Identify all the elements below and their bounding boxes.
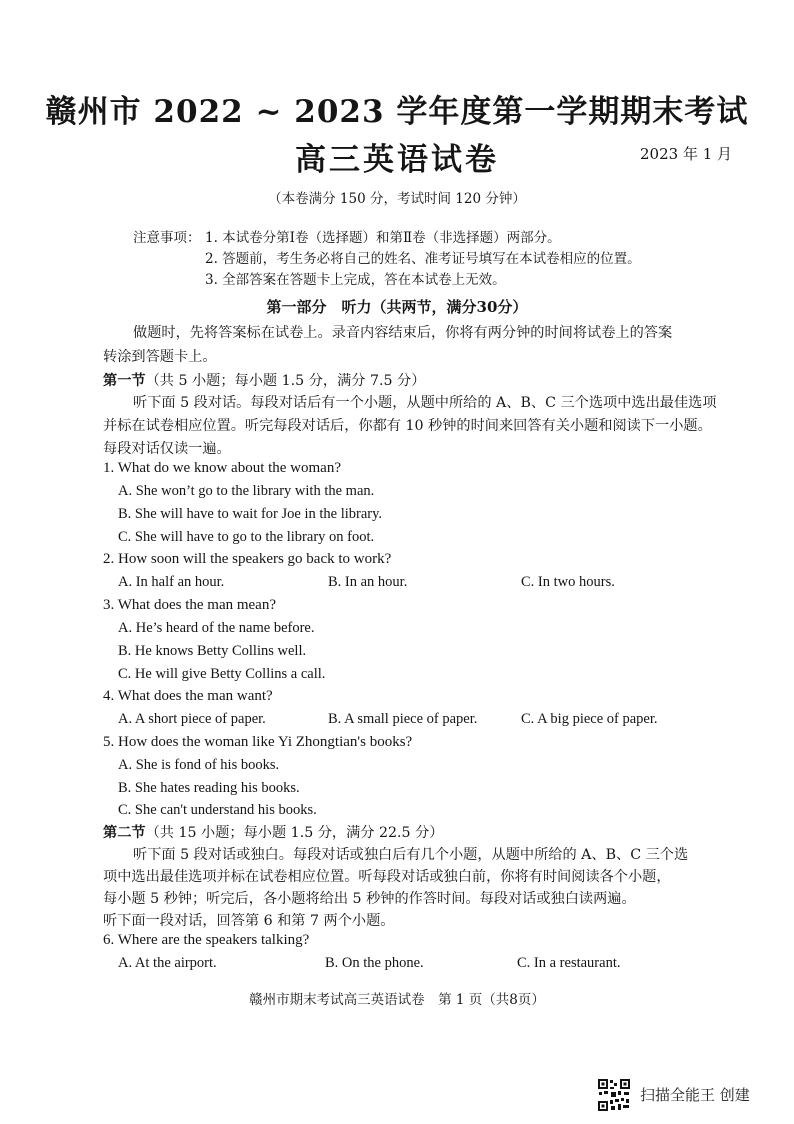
section2-instr-4: 听下面一段对话，回答第 6 和第 7 两个小题。 (103, 913, 395, 929)
section1-title: 第一节 (103, 373, 146, 389)
question-3-option-a: A. He’s heard of the name before. (118, 620, 315, 636)
section2-title: 第二节 (103, 825, 146, 841)
part1-intro-1: 做题时，先将答案标在试卷上。录音内容结束后，你将有两分钟的时间将试卷上的答案 (133, 325, 673, 341)
question-5-stem: 5. How does the woman like Yi Zhongtian's books? (103, 734, 413, 750)
notice-item-3: 3. 全部答案在答题卡上完成，答在本试卷上无效。 (205, 272, 506, 288)
question-6-option-c: C. In a restaurant. (517, 955, 621, 971)
section1-instr-1: 听下面 5 段对话。每段对话后有一个小题，从题中所给的 A、B、C 三个选项中选出最佳选项 (133, 395, 717, 411)
section2-instr-2: 项中选出最佳选项并标在试卷相应位置。听每段对话或独白前，你将有时间阅读各个小题， (103, 869, 671, 885)
question-1-stem: 1. What do we know about the woman? (103, 460, 342, 476)
scanner-watermark: 扫描全能王 创建 (640, 1086, 750, 1104)
section2-instr-3: 每小题 5 秒钟；听完后，各小题将给出 5 秒钟的作答时间。每段对话或独白读两遍。 (103, 891, 636, 907)
question-1-option-a: A. She won’t go to the library with the man. (118, 483, 375, 499)
question-2-option-c: C. In two hours. (521, 574, 615, 590)
score-note: （本卷满分 150 分，考试时间 120 分钟） (268, 191, 526, 207)
question-5-option-b: B. She hates reading his books. (118, 780, 300, 796)
question-3-option-b: B. He knows Betty Collins well. (118, 643, 307, 659)
exam-date: 2023 年 1 月 (640, 145, 733, 163)
notice-item-2: 2. 答题前，考生务必将自己的姓名、准考证号填写在本试卷相应的位置。 (205, 251, 641, 267)
part1-intro-2: 转涂到答题卡上。 (103, 349, 217, 365)
exam-subtitle: 高三英语试卷 (295, 142, 499, 178)
question-2-option-b: B. In an hour. (328, 574, 408, 590)
part1-heading: 第一部分 听力（共两节，满分30分） (266, 298, 528, 316)
question-4-option-c: C. A big piece of paper. (521, 711, 658, 727)
question-3-stem: 3. What does the man mean? (103, 597, 276, 613)
question-4-stem: 4. What does the man want? (103, 688, 273, 704)
question-3-option-c: C. He will give Betty Collins a call. (118, 666, 326, 682)
question-6-option-a: A. At the airport. (118, 955, 217, 971)
question-4-option-a: A. A short piece of paper. (118, 711, 266, 727)
question-6-option-b: B. On the phone. (325, 955, 424, 971)
section2-scoring: （共 15 小题；每小题 1.5 分，满分 22.5 分） (145, 825, 444, 841)
question-1-option-c: C. She will have to go to the library on foot. (118, 529, 375, 545)
page-footer: 赣州市期末考试高三英语试卷 第 1 页（共8页） (249, 992, 545, 1008)
question-6-stem: 6. Where are the speakers talking? (103, 932, 310, 948)
section2-heading (103, 822, 443, 842)
exam-title: 赣州市 2022 ~ 2023 学年度第一学期期末考试 (45, 94, 749, 130)
question-4-option-b: B. A small piece of paper. (328, 711, 478, 727)
question-5-option-c: C. She can't understand his books. (118, 802, 317, 818)
question-5-option-a: A. She is fond of his books. (118, 757, 280, 773)
section1-heading (103, 370, 425, 390)
section1-instr-2: 并标在试卷相应位置。听完每段对话后，你都有 10 秒钟的时间来回答有关小题和阅读下一小题。 (103, 418, 712, 434)
question-2-option-a: A. In half an hour. (118, 574, 225, 590)
question-1-option-b: B. She will have to wait for Joe in the library. (118, 506, 383, 522)
notice-item-1: 1. 本试卷分第Ⅰ卷（选择题）和第Ⅱ卷（非选择题）两部分。 (205, 230, 561, 246)
notice-label: 注意事项： (133, 230, 201, 246)
qr-code-icon (597, 1078, 631, 1112)
section1-instr-3: 每段对话仅读一遍。 (103, 441, 231, 457)
section2-instr-1: 听下面 5 段对话或独白。每段对话或独白后有几个小题，从题中所给的 A、B、C 三个选 (133, 847, 689, 863)
question-2-stem: 2. How soon will the speakers go back to work? (103, 551, 392, 567)
section1-scoring: （共 5 小题；每小题 1.5 分，满分 7.5 分） (145, 373, 426, 389)
